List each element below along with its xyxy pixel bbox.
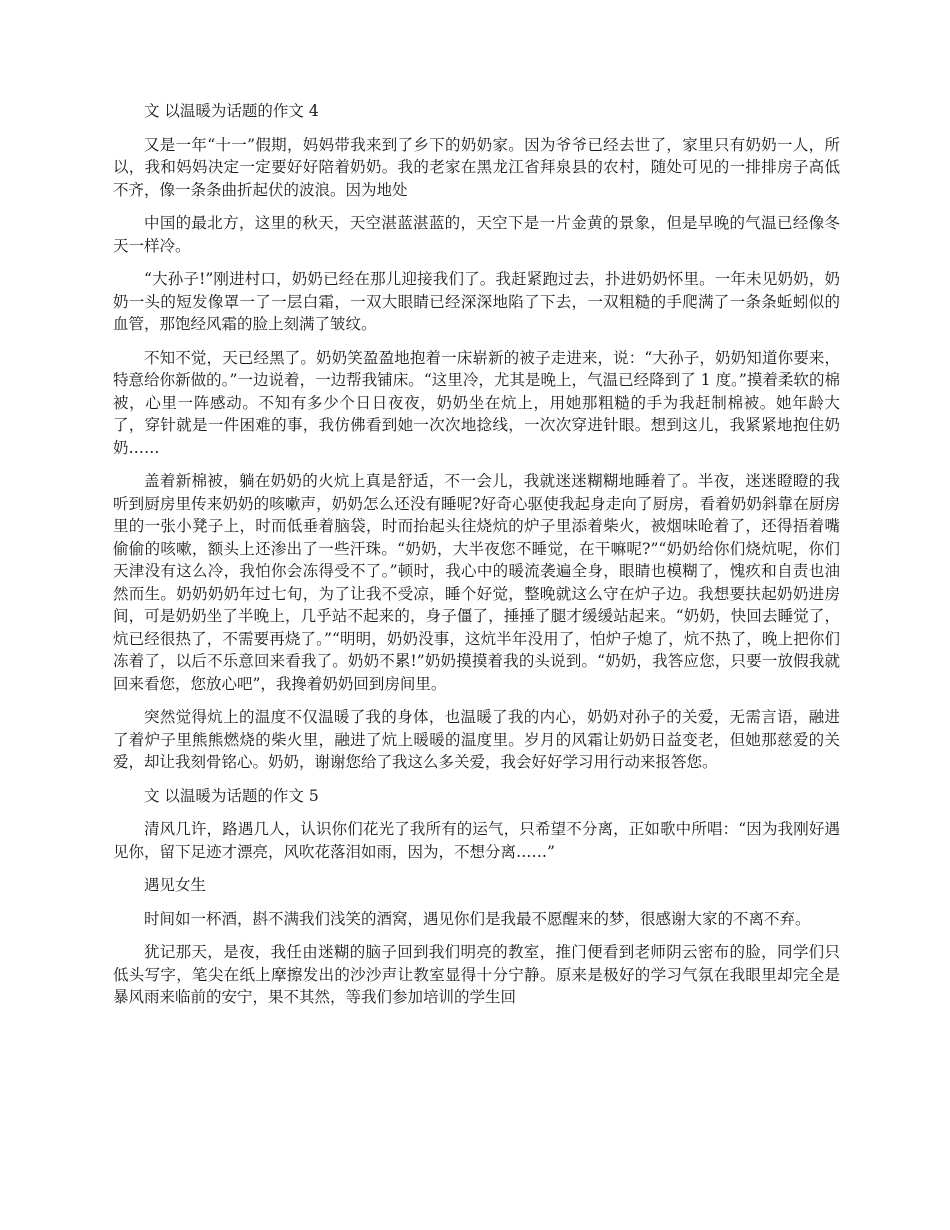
body-paragraph: 中国的最北方，这里的秋天，天空湛蓝湛蓝的，天空下是一片金黄的景象，但是早晚的气温已经像冬天一样冷。 (113, 214, 840, 255)
body-paragraph: 清风几许，路遇几人，认识你们花光了我所有的运气，只希望不分离，正如歌中所唱：“因为我刚好遇见你，留下足迹才漂亮，风吹花落泪如雨，因为，不想分离……” (113, 820, 840, 861)
body-paragraph: 不知不觉，天已经黑了。奶奶笑盈盈地抱着一床崭新的被子走进来，说：“大孙子，奶奶知道你要来，特意给你新做的。”一边说着，一边帮我铺床。“这里冷，尤其是晚上，气温已经降到了 1 度。”摸着柔软的棉被，心里一阵感动。不知有多少个日日夜夜，奶奶坐在炕上，用她那粗糙的手为我赶制棉被。她年龄大了，穿针就是一件困难的事，我仿佛看到她一次次地捻线，一次次穿进针眼。想到这儿，我紧紧地抱住奶奶…… (113, 348, 840, 457)
subsection-heading: 遇见女生 (144, 876, 207, 894)
body-paragraph: 又是一年“十一”假期，妈妈带我来到了乡下的奶奶家。因为爷爷已经去世了，家里只有奶奶一人，所以，我和妈妈决定一定要好好陪着奶奶。我的老家在黑龙江省拜泉县的农村，随处可见的一排排房子高低不齐，像一条条曲折起伏的波浪。因为地处 (113, 135, 840, 199)
section-heading: 文 以温暖为话题的作文 5 (144, 786, 319, 805)
body-paragraph: 时间如一杯酒，斟不满我们浅笑的酒窝，遇见你们是我最不愿醒来的梦，很感谢大家的不离不弃。 (144, 909, 811, 928)
body-paragraph: 盖着新棉被，躺在奶奶的火炕上真是舒适，不一会儿，我就迷迷糊糊地睡着了。半夜，迷迷瞪瞪的我听到厨房里传来奶奶的咳嗽声，奶奶怎么还没有睡呢?好奇心驱使我起身走向了厨房，看着奶奶斜靠在厨房里的一张小凳子上，时而低垂着脑袋，时而抬起头往烧炕的炉子里添着柴火，被烟味呛着了，还得捂着嘴偷偷的咳嗽，额头上还渗出了一些汗珠。“奶奶，大半夜您不睡觉，在干嘛呢?”“奶奶给你们烧炕呢，你们天津没有这么冷，我怕你会冻得受不了。”顿时，我心中的暖流袭遍全身，眼睛也模糊了，愧疚和自责也油然而生。奶奶奶奶年过七旬，为了让我不受凉，睡个好觉，整晚就这么守在炉子边。我想要扶起奶奶进房间，可是奶奶坐了半晚上，几乎站不起来的，身子僵了，捶捶了腿才缓缓站起来。“奶奶，快回去睡觉了，炕已经很热了，不需要再烧了。”“明明，奶奶没事，这炕半年没用了，怕炉子熄了，炕不热了，晚上把你们冻着了，以后不乐意回来看我了。奶奶不累!”奶奶摸摸着我的头说到。“奶奶，我答应您，只要一放假我就回来看您，您放心吧”，我搀着奶奶回到房间里。 (113, 472, 840, 693)
body-paragraph: “大孙子!”刚进村口，奶奶已经在那儿迎接我们了。我赶紧跑过去，扑进奶奶怀里。一年未见奶奶，奶奶一头的短发像罩一了一层白霜，一双大眼睛已经深深地陷了下去，一双粗糙的手爬满了一条条蚯蚓似的血管，那饱经风霜的脸上刻满了皱纹。 (113, 270, 840, 333)
document-page (113, 100, 840, 1020)
body-paragraph: 犹记那天，是夜，我任由迷糊的脑子回到我们明亮的教室，推门便看到老师阴云密布的脸，同学们只低头写字，笔尖在纸上摩擦发出的沙沙声让教室显得十分宁静。原来是极好的学习气氛在我眼里却完全是暴风雨来临前的安宁，果不其然，等我们参加培训的学生回 (113, 943, 840, 1006)
section-heading: 文 以温暖为话题的作文 4 (144, 102, 319, 120)
body-paragraph: 突然觉得炕上的温度不仅温暖了我的身体，也温暖了我的内心，奶奶对孙子的关爱，无需言语，融进了着炉子里熊熊燃烧的柴火里，融进了炕上暖暖的温度里。岁月的风霜让奶奶日益变老，但她那慈爱的关爱，却让我刻骨铭心。奶奶，谢谢您给了我这么多关爱，我会好好学习用行动来报答您。 (113, 708, 840, 771)
